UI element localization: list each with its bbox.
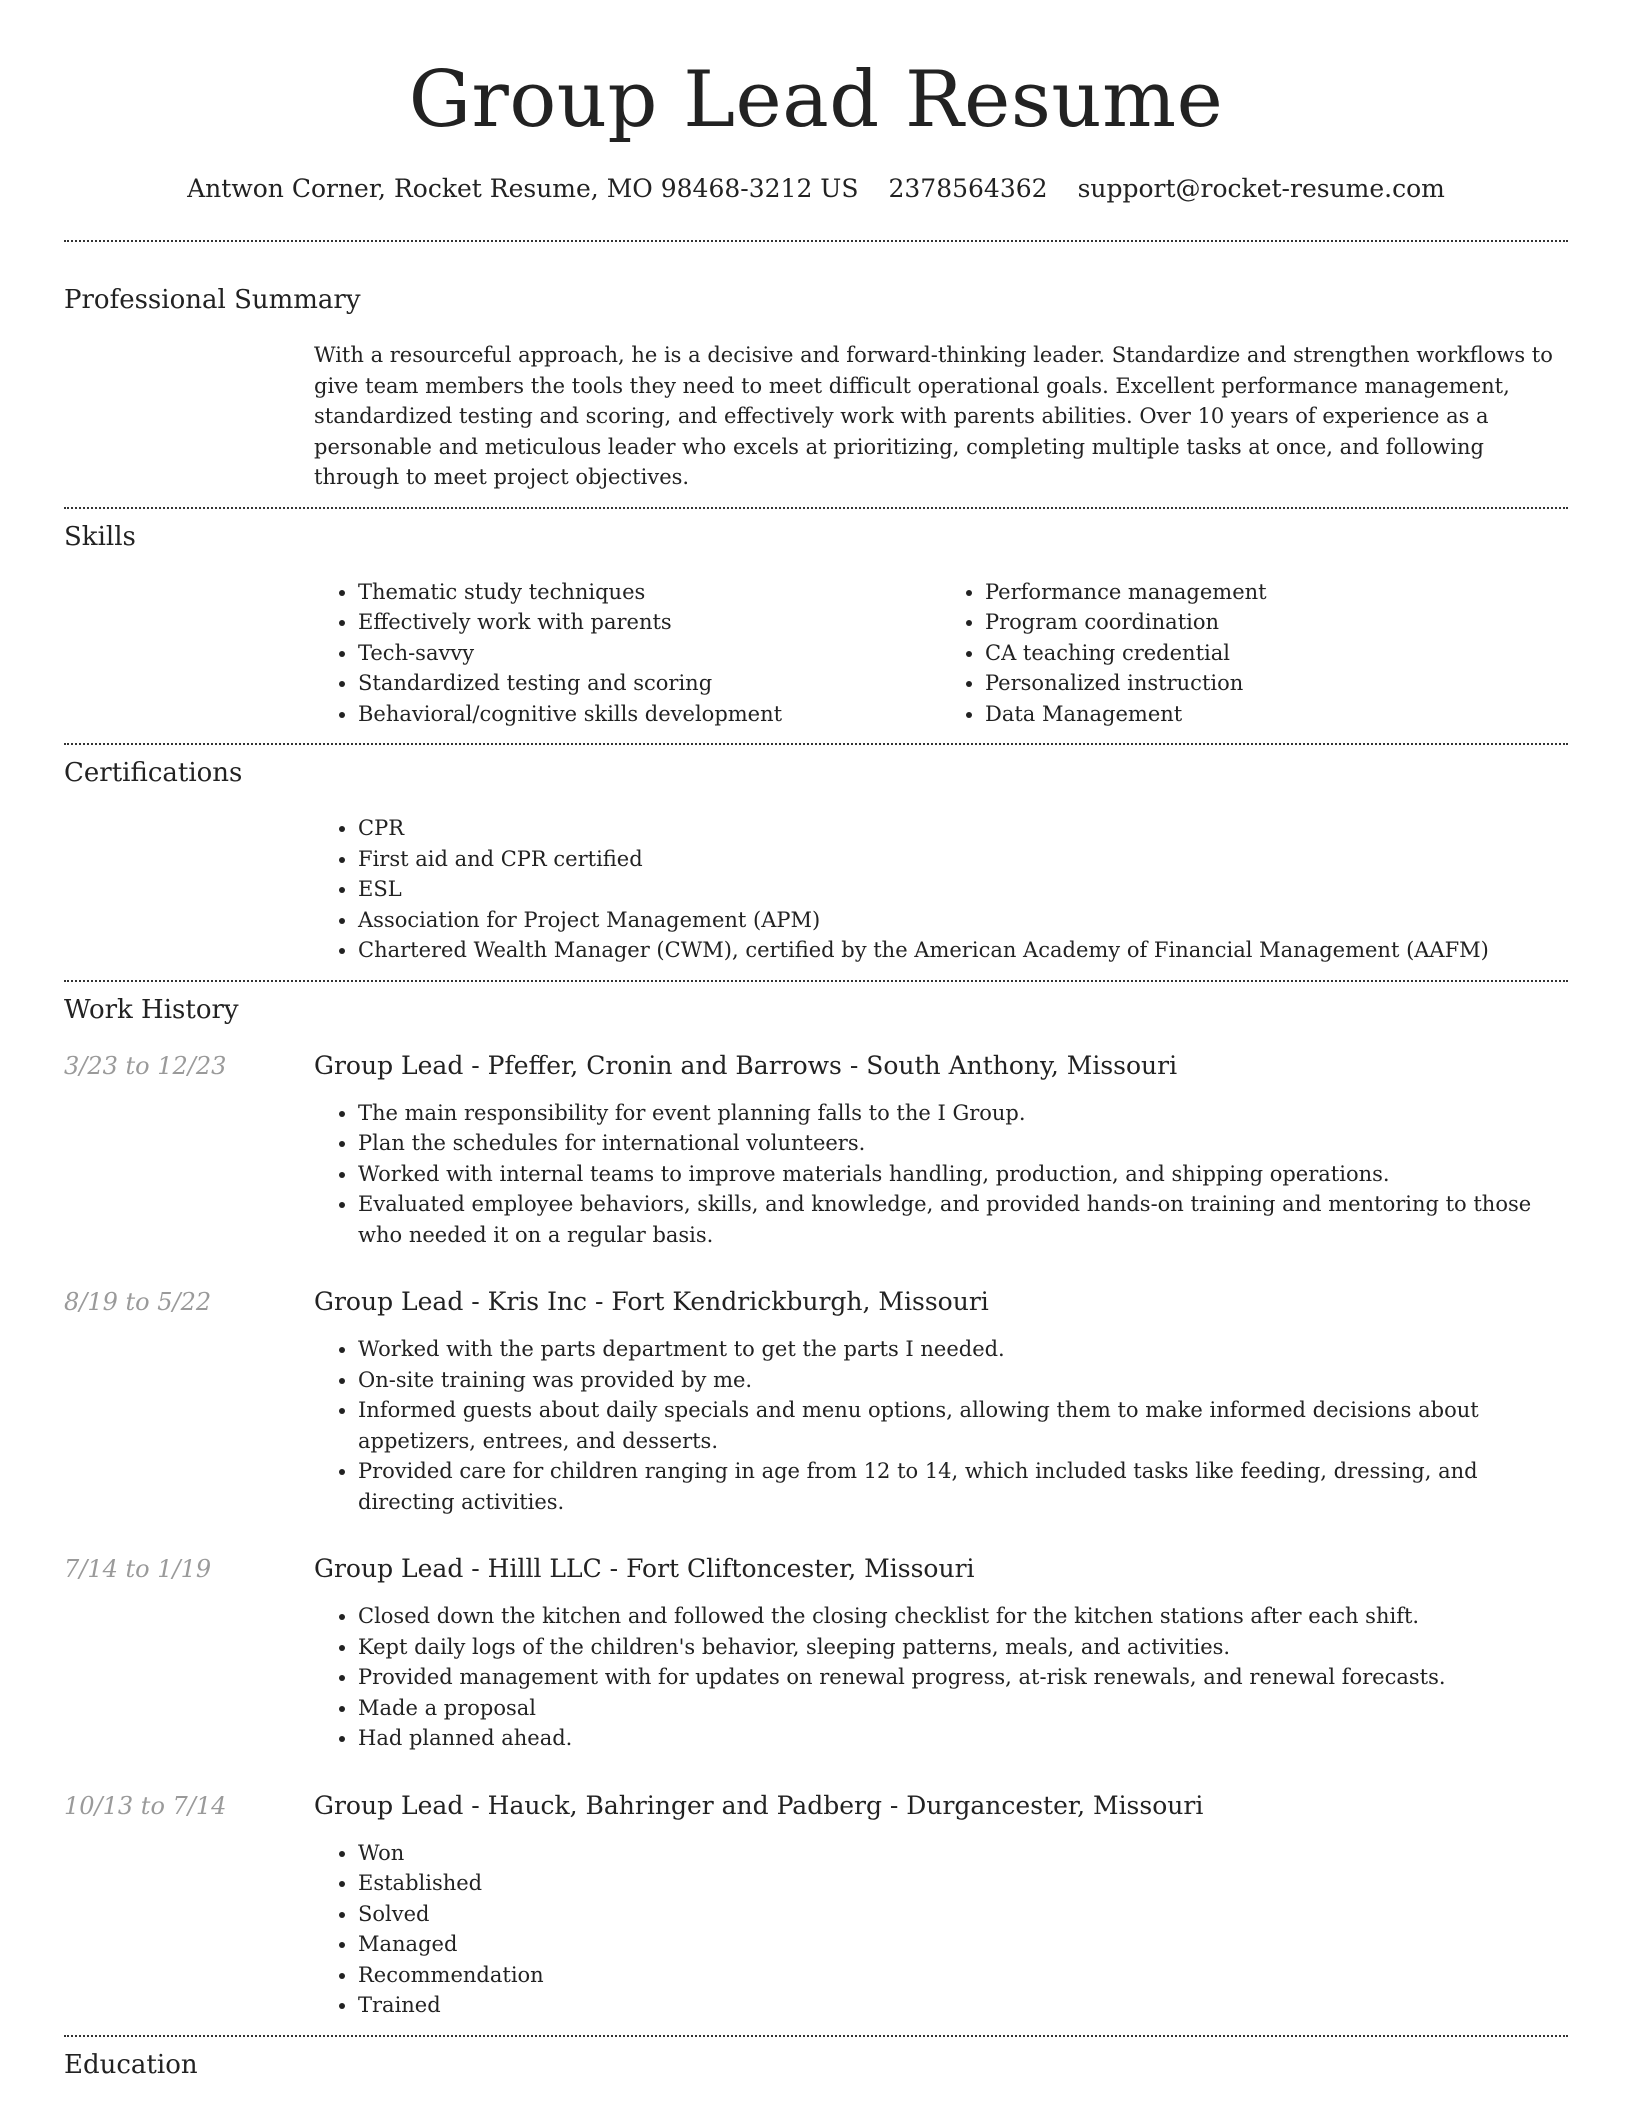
skill-item: • Data Management	[985, 699, 1568, 730]
job-bullet: • Provided management with for updates on renewal progress, at-risk renewals, and renewal forecasts.	[358, 1662, 1568, 1693]
resume-title: Group Lead Resume	[408, 55, 1224, 145]
job-bullet: • Recommendation	[358, 1960, 1568, 1991]
job-bullet: • Worked with internal teams to improve materials handling, production, and shipping operations.	[358, 1159, 1568, 1190]
job-bullets	[314, 1601, 1568, 1754]
job-bullet: • Managed	[358, 1929, 1568, 1960]
certification-item: • Chartered Wealth Manager (CWM), certified by the American Academy of Financial Management (AAFM)	[358, 935, 1568, 966]
summary-text: With a resourceful approach, he is a decisive and forward-thinking leader. Standardize and strengthen workflows to give team members the tools they need to meet difficult operational goals. Excellent performance management, standardized testing and scoring, and effectively work with parents abilities. Over 10 years of experience as a personable and meticulous leader who excels at prioritizing, completing multiple tasks at once, and following through to meet project objectives.	[314, 343, 1553, 489]
skill-item: • Behavioral/cognitive skills development	[358, 699, 941, 730]
job-dates: 7/14 to 1/19	[64, 1555, 212, 1583]
summary-section	[64, 242, 1568, 507]
certification-item: • CPR	[358, 813, 1568, 844]
skill-item: • Performance management	[985, 577, 1568, 608]
job-title: Group Lead - Kris Inc - Fort Kendrickburgh, Missouri	[314, 1287, 989, 1316]
job-bullets	[314, 1334, 1568, 1517]
education-section	[64, 2037, 1568, 2095]
skills-list-right	[941, 577, 1568, 730]
job-dates: 3/23 to 12/23	[64, 1051, 227, 1080]
job-entry	[64, 1286, 1568, 1517]
skills-body	[314, 577, 1568, 730]
certifications-body	[314, 813, 1568, 966]
skill-item: • Personalized instruction	[985, 668, 1568, 699]
job-details	[314, 1790, 1568, 2021]
job-dates: 10/13 to 7/14	[64, 1791, 227, 1820]
education-heading: Education	[64, 2049, 198, 2080]
certifications-heading: Certifications	[64, 758, 243, 788]
job-title: Group Lead - Hauck, Bahringer and Padberg - Durgancester, Missouri	[314, 1790, 1204, 1820]
skills-heading: Skills	[64, 521, 136, 552]
skill-item: • Tech-savvy	[358, 638, 941, 669]
job-details	[314, 1286, 1568, 1517]
job-bullets	[314, 1098, 1568, 1251]
job-bullet: • Provided care for children ranging in age from 12 to 14, which included tasks like feeding, dressing, and directing activities.	[358, 1456, 1568, 1517]
work-history-section	[64, 982, 1568, 2035]
job-bullet: • Evaluated employee behaviors, skills, and knowledge, and provided hands-on training and mentoring to those who needed it on a regular basis.	[358, 1189, 1568, 1250]
certification-item: • Association for Project Management (APM)	[358, 905, 1568, 936]
job-title: Group Lead - Pfeffer, Cronin and Barrows - South Anthony, Missouri	[314, 1050, 1178, 1080]
job-bullets	[314, 1838, 1568, 2021]
skill-item: • CA teaching credential	[985, 638, 1568, 669]
contact-line	[64, 174, 1568, 204]
job-bullet: • Established	[358, 1868, 1568, 1899]
job-entry	[64, 1790, 1568, 2021]
job-title: Group Lead - Hilll LLC - Fort Cliftoncester, Missouri	[314, 1554, 975, 1583]
contact-email: support@rocket-resume.com	[1077, 174, 1445, 203]
certification-item: • First aid and CPR certified	[358, 844, 1568, 875]
job-bullet: • Informed guests about daily specials and menu options, allowing them to make informed decisions about appetizers, entrees, and desserts.	[358, 1395, 1568, 1456]
summary-heading: Professional Summary	[64, 285, 361, 315]
job-details	[314, 1050, 1568, 1251]
job-bullet: • Plan the schedules for international volunteers.	[358, 1128, 1568, 1159]
job-entry	[64, 1553, 1568, 1754]
skill-item: • Thematic study techniques	[358, 577, 941, 608]
job-bullet: • Solved	[358, 1899, 1568, 1930]
certifications-section	[64, 745, 1568, 980]
job-bullet: • Closed down the kitchen and followed the closing checklist for the kitchen stations after each shift.	[358, 1601, 1568, 1632]
job-entry	[64, 1050, 1568, 1251]
job-dates: 8/19 to 5/22	[64, 1288, 212, 1316]
job-bullet: • Kept daily logs of the children's behavior, sleeping patterns, meals, and activities.	[358, 1632, 1568, 1663]
certifications-list	[314, 813, 1568, 966]
job-bullet: • Had planned ahead.	[358, 1723, 1568, 1754]
skill-item: • Program coordination	[985, 607, 1568, 638]
certification-item: • ESL	[358, 874, 1568, 905]
job-bullet: • Worked with the parts department to get the parts I needed.	[358, 1334, 1568, 1365]
skill-item: • Effectively work with parents	[358, 607, 941, 638]
job-details	[314, 1553, 1568, 1754]
job-bullet: • Made a proposal	[358, 1693, 1568, 1724]
summary-body	[314, 340, 1568, 493]
skill-item: • Standardized testing and scoring	[358, 668, 941, 699]
work-history-heading: Work History	[64, 994, 239, 1025]
skills-section	[64, 509, 1568, 744]
job-bullet: • The main responsibility for event planning falls to the I Group.	[358, 1098, 1568, 1129]
job-bullet: • Trained	[358, 1990, 1568, 2021]
skills-list-left	[314, 577, 941, 730]
job-bullet: • Won	[358, 1838, 1568, 1869]
job-bullet: • On-site training was provided by me.	[358, 1365, 1568, 1396]
contact-address: Antwon Corner, Rocket Resume, MO 98468-3212 US	[187, 174, 859, 203]
contact-phone: 2378564362	[888, 174, 1048, 203]
